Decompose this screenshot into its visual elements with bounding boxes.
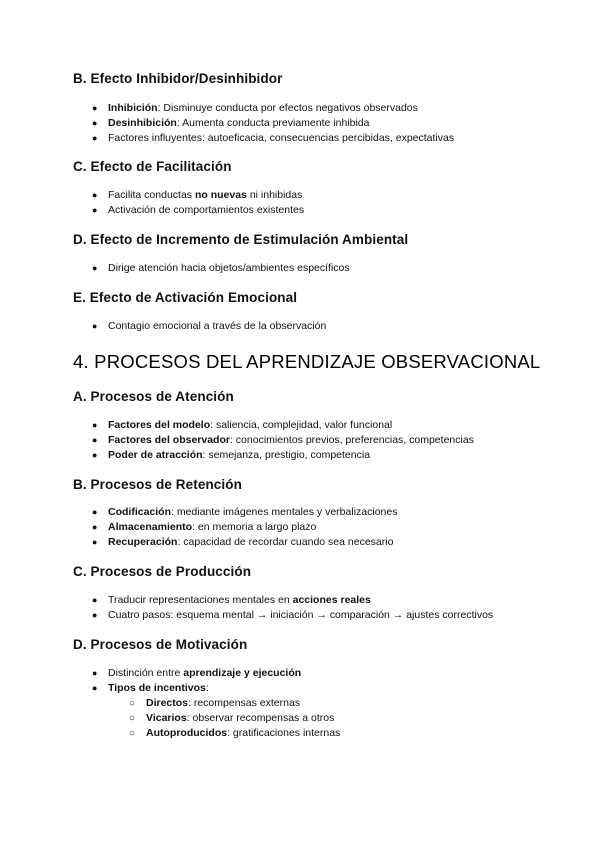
list-item: ● Traducir representaciones mentales en acciones reales: [92, 594, 371, 606]
bullet-icon: ●: [92, 683, 98, 693]
list-atencion: [92, 418, 474, 463]
list-item: ● Activación de comportamientos existentes: [92, 204, 305, 216]
list-inhibidor: [92, 101, 454, 146]
section-heading-inhibidor: B. Efecto Inhibidor/Desinhibidor: [73, 71, 283, 86]
bullet-icon: ●: [92, 595, 98, 605]
list-item: ● Inhibición: Disminuye conducta por efectos negativos observados: [92, 102, 418, 114]
bullet-icon: ●: [92, 537, 98, 547]
hollow-bullet-icon: ○: [129, 713, 136, 724]
section-heading-motivacion: D. Procesos de Motivación: [73, 637, 248, 652]
list-item: ● Factores del modelo: saliencia, complejidad, valor funcional: [92, 419, 393, 431]
bullet-icon: ●: [92, 321, 98, 331]
list-item: ● Factores del observador: conocimientos previos, preferencias, competencias: [92, 434, 474, 446]
section-heading-retencion: B. Procesos de Retención: [73, 477, 242, 492]
section-heading-activacion: E. Efecto de Activación Emocional: [73, 290, 298, 305]
list-estimulacion: [92, 261, 350, 276]
list-facilitacion: [92, 188, 304, 218]
bullet-icon: ●: [92, 133, 98, 143]
bullet-icon: ●: [92, 263, 98, 273]
bullet-icon: ●: [92, 450, 98, 460]
bullet-icon: ●: [92, 522, 98, 532]
list-item: ● Cuatro pasos: esquema mental → iniciación → comparación → ajustes correctivos: [92, 609, 494, 621]
bullet-icon: ●: [92, 668, 98, 678]
bullet-icon: ●: [92, 420, 98, 430]
bullet-icon: ●: [92, 118, 98, 128]
list-item: ● Facilita conductas no nuevas ni inhibidas: [92, 189, 303, 201]
list-item: ● Poder de atracción: semejanza, prestigio, competencia: [92, 449, 371, 461]
list-item: ● Distinción entre aprendizaje y ejecución: [92, 667, 302, 679]
section-heading-produccion: C. Procesos de Producción: [73, 564, 252, 579]
bullet-icon: ●: [92, 435, 98, 445]
sub-list-item: ○ Autoproducidos: gratificaciones internas: [129, 727, 341, 739]
list-item: ● Desinhibición: Aumenta conducta previamente inhibida: [92, 117, 370, 129]
list-activacion: [92, 319, 326, 334]
section-heading-atencion: A. Procesos de Atención: [73, 389, 234, 404]
sub-list-item: ○ Directos: recompensas externas: [129, 697, 301, 709]
list-item: ● Dirige atención hacia objetos/ambientes específicos: [92, 262, 350, 274]
section-heading-facilitacion: C. Efecto de Facilitación: [73, 159, 232, 174]
bullet-icon: ●: [92, 507, 98, 517]
list-motivacion: [92, 666, 340, 741]
list-item: ● Almacenamiento: en memoria a largo plazo: [92, 521, 317, 533]
list-item: ● Codificación: mediante imágenes mentales y verbalizaciones: [92, 506, 398, 518]
list-retencion: [92, 505, 397, 550]
list-item: ● Contagio emocional a través de la observación: [92, 320, 327, 332]
hollow-bullet-icon: ○: [129, 728, 136, 739]
list-item: ● Tipos de incentivos:: [92, 682, 209, 694]
bullet-icon: ●: [92, 103, 98, 113]
bullet-icon: ●: [92, 205, 98, 215]
section-heading-estimulacion: D. Efecto de Incremento de Estimulación Ambiental: [73, 232, 409, 247]
list-item: ● Recuperación: capacidad de recordar cuando sea necesario: [92, 536, 394, 548]
hollow-bullet-icon: ○: [129, 698, 136, 709]
bullet-icon: ●: [92, 610, 98, 620]
list-item: ● Factores influyentes: autoeficacia, consecuencias percibidas, expectativas: [92, 132, 455, 144]
list-produccion: [92, 593, 493, 623]
main-section-heading: 4. PROCESOS DEL APRENDIZAJE OBSERVACIONAL: [73, 351, 541, 372]
bullet-icon: ●: [92, 190, 98, 200]
sub-list-item: ○ Vicarios: observar recompensas a otros: [129, 712, 335, 724]
